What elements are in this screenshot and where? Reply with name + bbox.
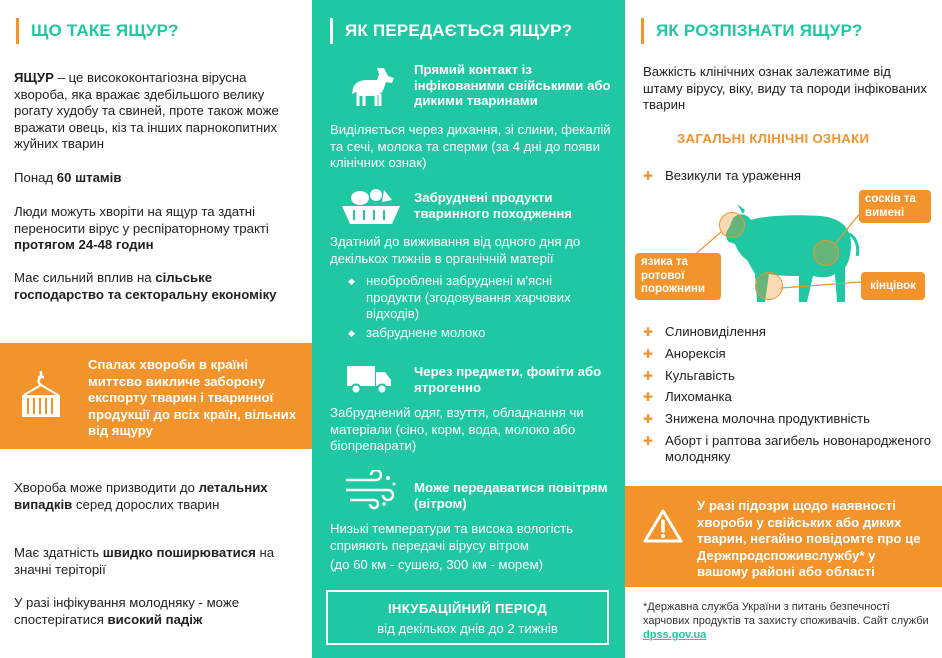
disease-name: ЯЩУР [14,70,54,85]
report-alert-text: У разі підозри щодо наявності хвороби у свійських або диких тварин, негайно повідомте про це Держпродспоживслужбу* у вашому районі або області [697,498,921,579]
transmission-fomites-body: Забруднений одяг, взуття, обладнання чи матеріали (сіно, корм, вода, молоко або біопрепарати) [330,405,584,453]
section-title-transmission: ЯК ПЕРЕДАЄТЬСЯ ЯЩУР? [330,18,572,44]
transmission-direct-title: Прямий контакт із інфікованими свійськими або дикими тваринами [414,62,611,108]
column-what-is [0,0,312,658]
list-item: ✚ Знижена молочна продуктивність [643,411,933,428]
food-basket-icon [340,186,402,226]
strains-paragraph [14,170,299,187]
incubation-box [326,590,609,645]
lethal-prefix: Хвороба може призводити до [14,480,199,495]
footnote [643,600,933,642]
transmission-air-title: Може передаватися повітрям (вітром) [414,480,608,511]
transmission-products-title: Забруднені продукти тваринного походження [414,190,572,221]
column-recognition [625,0,942,658]
recognition-intro: Важкість клінічних ознак залежатиме від штаму вірусу, віку, виду та породи інфікованих тварин [643,64,927,112]
intro-text: – це висококонтагіозна вірусна хвороба, яка вражає здебільшого велику рогату худобу та свиней, проте також може вражати овець, кіз та інших парнокопитних жуйних тварин [14,70,279,151]
spread-paragraph [14,545,299,578]
transmission-direct-body: Виділяється через дихання, зі слини, фекалій та сечі, молока та сперми (за 4 дні до появи клінічних ознак) [330,122,611,170]
people-duration: протягом 24-48 годин [14,237,154,252]
impact-paragraph [14,270,299,303]
spread-suffix: на значні теріторії [14,545,275,577]
list-item: ◆ необроблені забруднені м'ясні продукти (згодовування харчових відходів) [344,273,604,323]
tag-hooves: кінцівок [861,272,925,300]
clinical-signs-list [643,324,933,471]
export-ban-box [0,343,312,449]
section-title-what-is: ЩО ТАКЕ ЯЩУР? [16,18,179,44]
report-alert-box [625,486,942,587]
young-paragraph [14,595,299,628]
transmission-air-distance: (до 60 км - сушею, 300 км - морем) [330,557,544,572]
list-item: ◆ забруднене молоко [344,325,604,342]
transmission-products-body: Здатний до виживання від одного дня до декількох тижнів в органічній матерії [330,234,581,266]
list-item: ✚ Слиновиділення [643,324,933,341]
lethal-bold: летальних випадків [14,480,268,512]
strains-prefix: Понад [14,170,57,185]
lethal-paragraph [14,480,299,513]
strains-count: 60 штамів [56,170,122,185]
wind-icon [344,470,398,510]
crane-container-icon [16,369,66,421]
people-text: Люди можуть хворіти на ящур та здатні переносити вірус у респіраторному тракті [14,204,269,236]
dpss-link[interactable]: dpss.gov.ua [643,629,707,641]
list-item: ✚ Везикули та ураження [643,168,843,185]
warning-icon [643,508,683,544]
goat-icon [344,66,396,108]
lethal-suffix: серед дорослих тварин [72,496,220,512]
truck-icon [346,364,392,396]
spread-prefix: Має здатність [14,545,103,560]
tag-udder: сосків та вимені [859,190,931,223]
intro-paragraph [14,70,299,153]
young-bold: високий падіж [107,611,203,627]
export-ban-text: Спалах хвороби в країні миттєво викличе заборону експорту тварин і тваринної продукції до всіх країн, вільних від ящуру [88,357,297,438]
transmission-air-body: Низькі температури та висока вологість сприяють передачі вірусу вітром [330,521,574,553]
list-item: ✚ Лихоманка [643,389,933,406]
list-item: ✚ Кульгавість [643,368,933,385]
people-paragraph [14,204,299,254]
impact-text: Має сильний вплив на [14,270,156,285]
section-title-recognition: ЯК РОЗПІЗНАТИ ЯЩУР? [641,18,863,44]
transmission-fomites-title: Через предмети, фоміти або ятрогенно [414,364,602,395]
spread-bold: швидко поширюватися [102,545,256,560]
incubation-title: ІНКУБАЦІЙНИЙ ПЕРІОД [387,601,548,616]
products-bullet-list [344,273,604,343]
impact-bold: сільське господарство та секторальну економіку [14,270,277,302]
list-item: ✚ Анорексія [643,346,933,363]
footnote-text: *Державна служба України з питань безпечності харчових продуктів та захисту споживачів. Сайт служби [643,601,929,627]
young-text: У разі інфікування молодняку - може спостерігатися [14,595,240,627]
list-item: ✚ Аборт і раптова загибель новонародженого молодняку [643,433,933,466]
clinical-signs-heading: ЗАГАЛЬНІ КЛІНІЧНІ ОЗНАКИ [677,131,870,146]
incubation-value: від декількох днів до 2 тижнів [377,621,558,636]
column-transmission [312,0,625,658]
tag-tongue: язика та ротової порожнини [635,253,721,300]
